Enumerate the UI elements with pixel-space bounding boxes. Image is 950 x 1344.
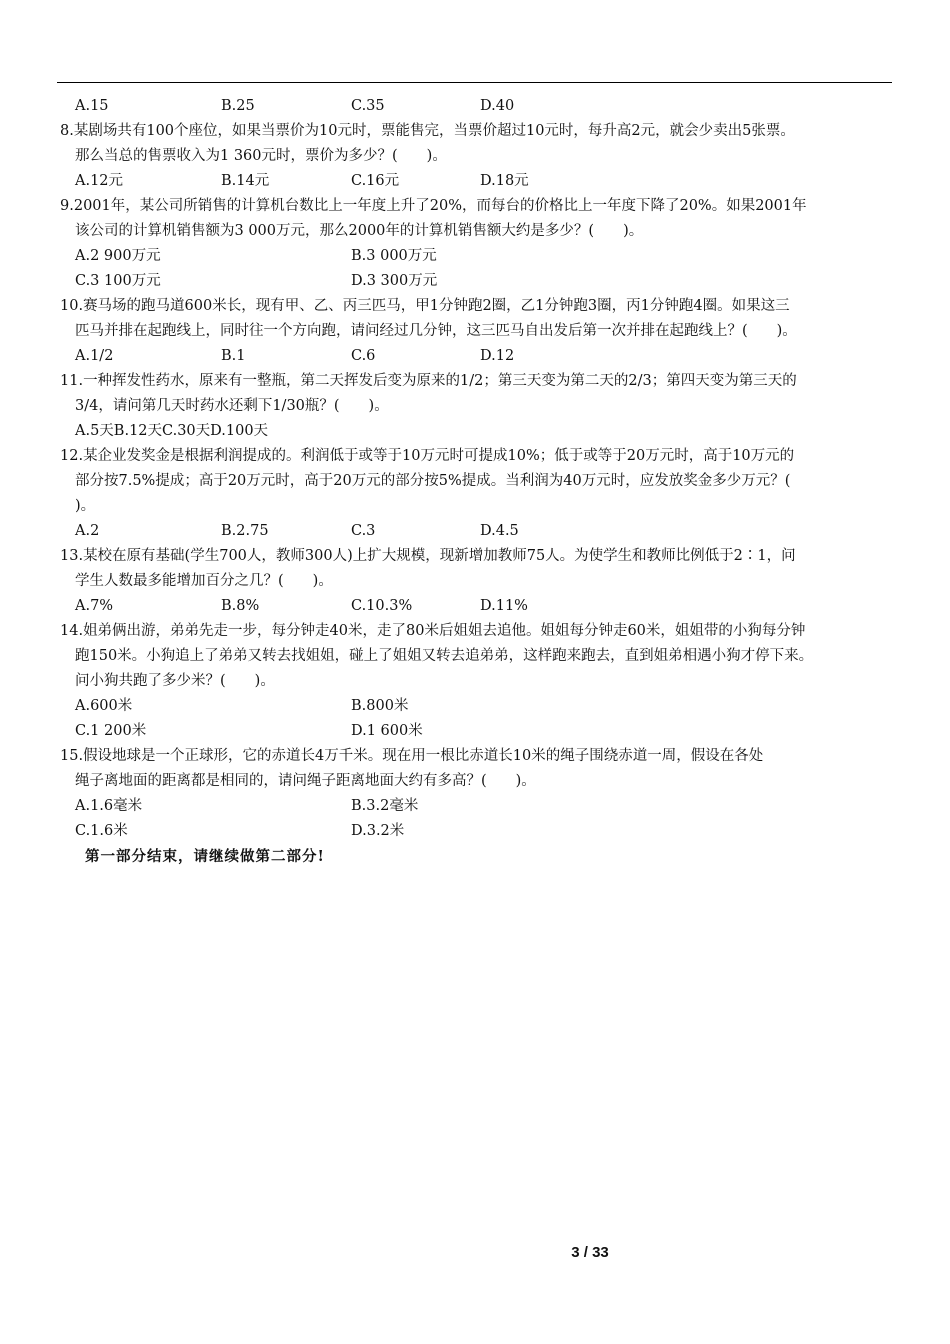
q10-text-1: 赛马场的跑马道600米长，现有甲、乙、丙三匹马，甲1分钟跑2圈，乙1分钟跑3圈，丙1分钟跑4圈。如果这三 (83, 298, 790, 314)
q10-option-b: B.1 (221, 348, 246, 364)
q15-options-row-2 (60, 819, 895, 844)
q14-option-a: A.600米 (75, 698, 133, 714)
q15-options-row-1 (60, 794, 895, 819)
q8-options (60, 169, 895, 194)
q14-text-2: 跑150米。小狗追上了弟弟又转去找姐姐，碰上了姐姐又转去追弟弟，这样跑来跑去，直到姐弟相遇小狗才停下来。 (75, 648, 814, 664)
q15-option-c: C.1.6米 (75, 823, 128, 839)
q15-option-d: D.3.2米 (351, 823, 405, 839)
q13-option-c: C.10.3% (351, 598, 413, 614)
q9-options-row-2 (60, 269, 895, 294)
q7-option-d: D.40 (480, 98, 515, 114)
q10-line-1 (60, 294, 895, 319)
q11-text-1: 一种挥发性药水，原来有一整瓶，第二天挥发后变为原来的1/2；第三天变为第二天的2/3；第四天变为第三天的 (83, 373, 797, 389)
q8-option-b: B.14元 (221, 173, 270, 189)
q13-option-d: D.11% (480, 598, 528, 614)
q14-number: 14. (60, 623, 84, 639)
q8-option-a: A.12元 (75, 173, 124, 189)
q9-number: 9. (60, 198, 74, 214)
q14-line-1 (60, 619, 895, 644)
section-end-note: 第一部分结束，请继续做第二部分! (85, 848, 325, 865)
q9-text-2: 该公司的计算机销售额为3 000万元，那么2000年的计算机销售额大约是多少？( )。 (75, 223, 644, 239)
q8-option-d: D.18元 (480, 173, 529, 189)
q8-text-2: 那么当总的售票收入为1 360元时，票价为多少？( )。 (75, 148, 447, 164)
q12-text-2: 部分按7.5%提成；高于20万元时，高于20万元的部分按5%提成。当利润为40万元时，应发放奖金多少万元？( (75, 473, 791, 489)
q12-option-b: B.2.75 (221, 523, 269, 539)
q9-line-1 (60, 194, 895, 219)
q11-line-1 (60, 369, 895, 394)
page-number: 3 / 33 (571, 1244, 609, 1261)
q12-option-c: C.3 (351, 523, 376, 539)
q8-option-c: C.16元 (351, 173, 400, 189)
q14-options-row-2 (60, 719, 895, 744)
q12-option-d: D.4.5 (480, 523, 519, 539)
q10-option-a: A.1/2 (75, 348, 114, 364)
q8-text-1: 某剧场共有100个座位，如果当票价为10元时，票能售完，当票价超过10元时，每升高2元，就会少卖出5张票。 (73, 123, 795, 139)
q14-text-3: 问小狗共跑了多少米？( )。 (75, 673, 275, 689)
q13-text-2: 学生人数最多能增加百分之几？( )。 (75, 573, 333, 589)
q11-options: A.5天B.12天C.30天D.100天 (75, 423, 269, 439)
q15-option-a: A.1.6毫米 (75, 798, 143, 814)
q13-option-a: A.7% (75, 598, 114, 614)
q14-option-c: C.1 200米 (75, 723, 147, 739)
q9-option-c: C.3 100万元 (75, 273, 161, 289)
q10-option-d: D.12 (480, 348, 515, 364)
q15-text-2: 绳子离地面的距离都是相同的，请问绳子距离地面大约有多高？( )。 (75, 773, 536, 789)
q15-line-1 (60, 744, 895, 769)
q12-number: 12. (60, 448, 84, 464)
q15-number: 15. (60, 748, 84, 764)
q14-option-b: B.800米 (351, 698, 409, 714)
q13-text-1: 某校在原有基础(学生700人，教师300人)上扩大规模，现新增加教师75人。为使学生和教师比例低于2∶1，问 (83, 548, 796, 564)
q11-number: 11. (60, 373, 84, 389)
q12-options (60, 519, 895, 544)
q11-text-2: 3/4，请问第几天时药水还剩下1/30瓶？( )。 (75, 398, 389, 414)
q9-option-b: B.3 000万元 (351, 248, 437, 264)
q15-text-1: 假设地球是一个正球形，它的赤道长4万千米。现在用一根比赤道长10米的绳子围绕赤道一周，假设在各处 (83, 748, 764, 764)
q8-number: 8. (60, 123, 74, 139)
q8-line-1 (60, 119, 895, 144)
q12-line-1 (60, 444, 895, 469)
q10-option-c: C.6 (351, 348, 376, 364)
q14-option-d: D.1 600米 (351, 723, 423, 739)
q9-options-row-1 (60, 244, 895, 269)
q10-text-2: 匹马并排在起跑线上，同时往一个方向跑，请问经过几分钟，这三匹马自出发后第一次并排在起跑线上？( )。 (75, 323, 797, 339)
q12-option-a: A.2 (75, 523, 100, 539)
q14-text-1: 姐弟俩出游，弟弟先走一步，每分钟走40米，走了80米后姐姐去追他。姐姐每分钟走60米，姐姐带的小狗每分钟 (83, 623, 806, 639)
document-body (60, 94, 895, 869)
q7-options (60, 94, 895, 119)
q13-option-b: B.8% (221, 598, 260, 614)
q7-option-a: A.15 (75, 98, 109, 114)
q10-number: 10. (60, 298, 84, 314)
q10-options (60, 344, 895, 369)
q15-option-b: B.3.2毫米 (351, 798, 419, 814)
q12-text-1: 某企业发奖金是根据利润提成的。利润低于或等于10万元时可提成10%；低于或等于20万元时，高于10万元的 (83, 448, 795, 464)
q14-options-row-1 (60, 694, 895, 719)
q13-number: 13. (60, 548, 84, 564)
q9-option-a: A.2 900万元 (75, 248, 161, 264)
q13-line-1 (60, 544, 895, 569)
q9-text-1: 2001年，某公司所销售的计算机台数比上一年度上升了20%，而每台的价格比上一年度下降了20%。如果2001年 (73, 198, 807, 214)
q12-text-3: )。 (75, 498, 96, 514)
header-rule (57, 82, 892, 83)
q13-options (60, 594, 895, 619)
q7-option-b: B.25 (221, 98, 255, 114)
q9-option-d: D.3 300万元 (351, 273, 438, 289)
q7-option-c: C.35 (351, 98, 385, 114)
